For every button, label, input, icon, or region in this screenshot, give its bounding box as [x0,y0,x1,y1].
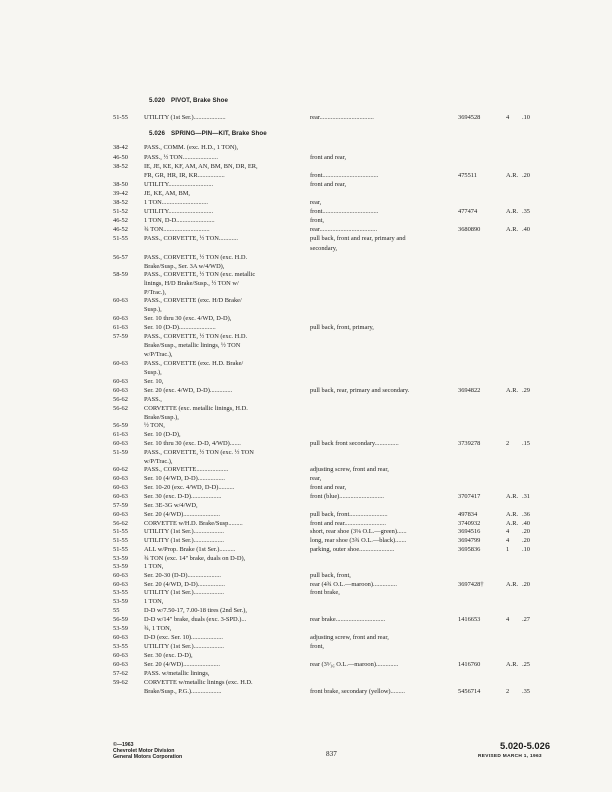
part-number: 475511 [458,172,477,179]
year-range: 51-55 [113,546,128,553]
part-description: adjusting screw, front and rear, [310,634,389,641]
model-description: Brake/Susp.), [144,414,179,421]
table-row [0,370,612,379]
year-range: 60-63 [113,440,128,447]
table-row [0,236,612,245]
part-description: pull back, rear, primary and secondary. [310,387,410,394]
year-range: 60-63 [113,572,128,579]
table-row [0,644,612,653]
model-description: 1 TON, D-D........................ [144,217,215,224]
table-row [0,680,612,689]
table-row [0,272,612,281]
price: .20 [522,537,530,544]
year-range: 60-63 [113,581,128,588]
model-description: PASS., CORVETTE, ½ TON (exc. H.D. [144,254,248,261]
year-range: 60-63 [113,475,128,482]
part-number: 3739278 [458,440,481,447]
part-description: front brake, secondary (yellow)......... [310,688,405,695]
table-row [0,343,612,352]
model-description: Ser. 30 (exc. D-D), [144,652,193,659]
table-row [0,115,612,124]
year-range: 53-59 [113,598,128,605]
table-row [0,547,612,556]
table-row [0,218,612,227]
model-description: UTILITY (1st Ser.)................... [144,589,224,596]
quantity: A.R. [506,511,519,518]
year-range: 56-59 [113,422,128,429]
price: .36 [522,511,530,518]
year-range: 51-59 [113,449,128,456]
year-range: 56-59 [113,616,128,623]
year-range: 61-63 [113,431,128,438]
model-description: PASS., COMM. (exc. H.D., 1 TON), [144,144,239,151]
year-range: 60-63 [113,493,128,500]
year-range: 56-62 [113,405,128,412]
copyright-text: ©—1963 [113,742,134,748]
price: .15 [522,440,530,447]
model-description: UTILITY (1st Ser.).................... [144,114,226,121]
model-description: FR, GR, HR, IR, KR................. [144,172,225,179]
part-description: pull back, front and rear, primary and [310,235,406,242]
part-number: 3707417 [458,493,481,500]
table-row [0,599,612,608]
table-row [0,379,612,388]
quantity: 4 [506,537,510,544]
year-range: 60-63 [113,511,128,518]
table-row [0,182,612,191]
model-description: D-D (exc. Ser. 10).................... [144,634,223,641]
part-description: front................................... [310,208,379,215]
section-heading-spring [149,131,267,137]
model-description: Ser. 10-20 (exc. 4/WD, D-D).......... [144,484,235,491]
part-description: pull back, front, primary, [310,324,374,331]
year-range: 57-59 [113,333,128,340]
model-description: PASS., CORVETTE, ½ TON............ [144,235,239,242]
part-number: 1416653 [458,616,481,623]
year-range: 53-55 [113,643,128,650]
model-description: Ser. 20 (4/WD)....................... [144,661,220,668]
year-range: 51-55 [113,528,128,535]
part-number: 477474 [458,208,478,215]
table-row [0,590,612,599]
part-description: front and rear, [310,181,347,188]
part-description: rear (3⁵⁄₁₆ O.L.—maroon).............. [310,661,399,668]
price: .40 [522,226,530,233]
model-description: Ser. 10, [144,378,164,385]
part-number: 3697428† [458,581,484,588]
model-description: Ser. 10 thru 30 (exc. D-D, 4/WD)....... [144,440,241,447]
table-row [0,635,612,644]
part-description: rear, [310,199,322,206]
table-row [0,246,612,255]
model-description: Brake/Susp., Ser. 3A w/4/WD), [144,263,225,270]
year-range: 53-59 [113,625,128,632]
quantity: 4 [506,114,510,121]
year-range: 53-55 [113,589,128,596]
model-description: Ser. 30 (exc. D-D)................... [144,493,222,500]
model-description: UTILITY (1st Ser.)................... [144,537,224,544]
year-range: 46-52 [113,226,128,233]
model-description: Susp.), [144,369,162,376]
model-description: w/P/Trac.), [144,458,173,465]
model-description: CORVETTE w/H.D. Brake/Susp......... [144,520,243,527]
year-range: 38-52 [113,199,128,206]
section-number: 5.026 [149,130,165,137]
part-description: secondary, [310,245,338,252]
part-description: rear.................................... [310,226,378,233]
quantity: A.R. [506,661,519,668]
model-description: Susp.), [144,306,162,313]
model-description: ALL w/Prop. Brake (1st Ser.).......... [144,546,236,553]
section-heading-pivot [149,98,228,104]
table-row [0,325,612,334]
part-description: rear.................................. [310,114,374,121]
revision-date: REVISED MARCH 1, 1963 [478,754,542,759]
part-description: short, rear shoe (3⅛ O.L.—green)...... [310,528,407,535]
part-description: front and rear, [310,484,347,491]
part-description: front, [310,217,325,224]
quantity: 4 [506,616,510,623]
table-row [0,538,612,547]
quantity: A.R. [506,387,519,394]
model-description: Brake/Susp., metallic linings, ½ TON [144,342,241,349]
quantity: A.R. [506,172,519,179]
table-row [0,441,612,450]
year-range: 61-63 [113,324,128,331]
table-row [0,209,612,218]
part-number: 3694516 [458,528,481,535]
table-row [0,503,612,512]
model-description: 1 TON, [144,598,164,605]
year-range: 60-63 [113,315,128,322]
table-row [0,388,612,397]
part-description: pull back, front, [310,572,351,579]
table-row [0,573,612,582]
year-range: 57-59 [113,502,128,509]
model-description: PASS., CORVETTE.................... [144,466,229,473]
table-row [0,626,612,635]
model-description: PASS., CORVETTE (exc. H.D. Brake/ [144,360,244,367]
year-range: 46-52 [113,217,128,224]
table-row [0,529,612,538]
price: .31 [522,493,530,500]
division-text: Chevrolet Motor Division [113,747,175,754]
table-row [0,476,612,485]
model-description: UTILITY............................ [144,208,214,215]
model-description: PASS. w/metallic linings, [144,670,210,677]
table-row [0,564,612,573]
model-description: UTILITY (1st Ser.)................... [144,643,224,650]
table-row [0,397,612,406]
part-number: 3694799 [458,537,481,544]
part-description: front and rear, [310,154,347,161]
model-description: P/Trac.), [144,289,167,296]
model-description: linings, H/D Brake/Susp., ½ TON w/ [144,280,239,287]
quantity: A.R. [506,520,519,527]
part-description: rear brake............................... [310,616,386,623]
part-number: 5456714 [458,688,481,695]
part-number: 3694528 [458,114,481,121]
model-description: JE, KE, AM, BM, [144,190,190,197]
part-description: rear, [310,475,322,482]
part-description: rear (4¾ O.L.—maroon)............... [310,581,397,588]
year-range: 46-50 [113,154,128,161]
year-range: 58-59 [113,271,128,278]
table-row [0,298,612,307]
year-range: 60-63 [113,360,128,367]
part-description: front brake, [310,589,340,596]
table-row [0,689,612,698]
part-number: 3695836 [458,546,481,553]
table-row [0,173,612,182]
year-range: 60-63 [113,378,128,385]
table-row [0,200,612,209]
year-range: 38-50 [113,181,128,188]
year-range: 38-42 [113,144,128,151]
table-row [0,467,612,476]
model-description: PASS., CORVETTE (exc. H/D Brake/ [144,297,242,304]
table-row [0,432,612,441]
section-title: SPRING—PIN—KIT, Brake Shoe [170,130,267,137]
part-description: pull back, front........................ [310,511,388,518]
part-description: front and rear.......................... [310,520,386,527]
price: .20 [522,172,530,179]
year-range: 51-52 [113,208,128,215]
quantity: 1 [506,546,510,553]
table-row [0,307,612,316]
part-description: parking, outer shoe...................... [310,546,395,553]
model-description: Ser. 20 (4/WD, D-D)................. [144,581,225,588]
model-description: Ser. 10 (D-D)....................... [144,324,216,331]
part-description: front, [310,643,325,650]
part-number: 3680890 [458,226,481,233]
year-range: 51-55 [113,235,128,242]
year-range: 56-62 [113,520,128,527]
table-row [0,155,612,164]
model-description: PASS., CORVETTE, ½ TON (exc. H.D. [144,333,248,340]
table-row [0,608,612,617]
table-row [0,494,612,503]
quantity: A.R. [506,208,519,215]
price: .35 [522,208,530,215]
model-description: Ser. 10 (D-D), [144,431,181,438]
page-number: 837 [326,750,337,758]
quantity: 2 [506,440,510,447]
part-number: 497834 [458,511,478,518]
table-row [0,450,612,459]
part-description: front................................... [310,172,379,179]
quantity: A.R. [506,493,519,500]
model-description: Ser. 3E-3G w/4/WD, [144,502,198,509]
year-range: 60-63 [113,297,128,304]
model-description: UTILITY............................ [144,181,214,188]
model-description: PASS., [144,396,162,403]
table-row [0,617,612,626]
quantity: 4 [506,528,510,535]
part-number: 1416760 [458,661,481,668]
year-range: 60-63 [113,661,128,668]
model-description: PASS., ½ TON...................... [144,154,218,161]
model-description: CORVETTE (exc. metallic linings, H.D. [144,405,248,412]
table-row [0,361,612,370]
table-row [0,191,612,200]
table-row [0,423,612,432]
model-description: PASS., CORVETTE, ½ TON (exc. metallic [144,271,256,278]
table-row [0,485,612,494]
table-row [0,316,612,325]
table-row [0,255,612,264]
part-number: 3740932 [458,520,481,527]
year-range: 56-62 [113,396,128,403]
model-description: PASS., CORVETTE, ½ TON (exc. ½ TON [144,449,254,456]
model-description: Ser. 10 thru 30 (exc. 4/WD, D-D), [144,315,232,322]
year-range: 53-59 [113,555,128,562]
price: .35 [522,688,530,695]
model-description: D-D w/7.50-17, 7.00-18 tires (2nd Ser.), [144,607,247,614]
price: .25 [522,661,530,668]
year-range: 60-63 [113,652,128,659]
model-description: ¾ TON............................. [144,226,210,233]
section-range: 5.020-5.026 [500,740,551,751]
year-range: 51-55 [113,114,128,121]
part-description: pull back front secondary............... [310,440,399,447]
model-description: 1 TON, [144,563,164,570]
table-row [0,227,612,236]
year-range: 38-52 [113,163,128,170]
year-range: 57-62 [113,670,128,677]
part-description: long, rear shoe (3¾ O.L.—black)....... [310,537,407,544]
price: .10 [522,546,530,553]
table-row [0,662,612,671]
model-description: UTILITY (1st Ser.)................... [144,528,224,535]
model-description: Ser. 10 (4/WD, D-D)................. [144,475,225,482]
model-description: 1 TON............................. [144,199,209,206]
model-description: ½ TON, [144,422,165,429]
year-range: 39-42 [113,190,128,197]
model-description: D-D w/14" brake, duals (exc. 3-SPD.)... [144,616,247,623]
model-description: Ser. 20 (exc. 4/WD, D-D).............. [144,387,233,394]
price: .20 [522,528,530,535]
price: .10 [522,114,530,121]
corporation-text: General Motors Corporation [113,753,183,760]
table-row [0,352,612,361]
year-range: 60-63 [113,387,128,394]
year-range: 51-55 [113,537,128,544]
model-description: ¾, 1 TON, [144,625,172,632]
price: .20 [522,581,530,588]
publisher-block [113,743,182,760]
price: .27 [522,616,530,623]
quantity: 2 [506,688,510,695]
part-number: 3694822 [458,387,481,394]
model-description: Ser. 20-30 (D-D)..................... [144,572,222,579]
price: .40 [522,520,530,527]
year-range: 55 [113,607,120,614]
year-range: 60-62 [113,466,128,473]
year-range: 59-62 [113,679,128,686]
table-row [0,512,612,521]
section-title: PIVOT, Brake Shoe [170,97,229,104]
model-description: Ser. 20 (4/WD)....................... [144,511,220,518]
model-description: IE, JE, KE, KF, AM, AN, BM, BN, DR, ER, [144,163,258,170]
part-description: front (blue)............................ [310,493,385,500]
year-range: 56-57 [113,254,128,261]
table-row [0,671,612,680]
price: .29 [522,387,530,394]
model-description: CORVETTE w/metallic linings (exc. H.D. [144,679,253,686]
quantity: A.R. [506,581,519,588]
table-row [0,164,612,173]
model-description: ¾ TON (exc. 14" brake, duals on D-D), [144,555,246,562]
table-row [0,653,612,662]
model-description: w/P/Trac.), [144,351,173,358]
table-row [0,281,612,290]
year-range: 53-59 [113,563,128,570]
year-range: 60-63 [113,484,128,491]
table-row [0,145,612,154]
table-row [0,406,612,415]
section-number: 5.020 [149,97,165,104]
part-description: adjusting screw, front and rear, [310,466,389,473]
year-range: 60-63 [113,634,128,641]
model-description: Brake/Susp., P.G.)................... [144,688,222,695]
quantity: A.R. [506,226,519,233]
table-row [0,334,612,343]
